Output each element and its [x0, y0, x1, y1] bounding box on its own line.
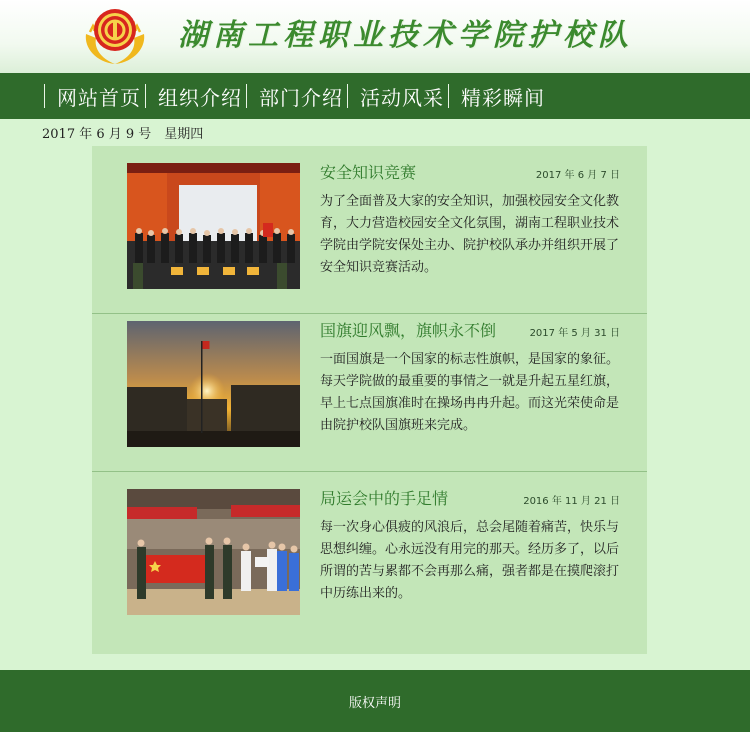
- current-date: 2017 年 6 月 9 号 星期四: [42, 127, 204, 142]
- article-title[interactable]: 国旗迎风飘，旗帜永不倒: [320, 321, 497, 340]
- article-card-sports-meet: [92, 472, 647, 640]
- article-card-safety-contest: [92, 146, 647, 314]
- nav-label[interactable]: 部门介绍: [259, 85, 343, 110]
- article-summary: 一面国旗是一个国家的标志性旗帜，是国家的象征。每天学院做的最重要的事情之一就是升起五星红旗，早上七点国旗准时在操场冉冉升起。而这光荣使命是由院护校队国旗班来完成。: [320, 352, 620, 433]
- school-emblem-icon[interactable]: [82, 4, 148, 68]
- nav-label[interactable]: 组织介绍: [158, 85, 242, 110]
- copyright-link[interactable]: 版权声明: [348, 695, 401, 711]
- article-list: [92, 146, 647, 654]
- nav-item-highlights[interactable]: [444, 73, 545, 119]
- nav-divider: [246, 84, 247, 108]
- nav-item-departments[interactable]: [242, 73, 343, 119]
- article-card-flag: [92, 304, 647, 472]
- article-summary: 每一次身心俱疲的风浪后，总会尾随着痛苦，快乐与思想纠缠。心永远没有用完的那天。经历多了，以后所谓的苦与累都不会再那么痛，强者都是在摸爬滚打中历练出来的。: [320, 520, 620, 601]
- article-date: 2017 年 6 月 7 日: [535, 170, 620, 181]
- article-title[interactable]: 局运会中的手足情: [320, 489, 449, 508]
- site-header: [0, 0, 750, 73]
- nav-label[interactable]: 活动风采: [360, 85, 444, 110]
- nav-divider: [347, 84, 348, 108]
- article-image-competition[interactable]: [127, 163, 300, 289]
- article-date: 2017 年 5 月 31 日: [529, 328, 620, 339]
- nav-item-home[interactable]: [40, 73, 141, 119]
- nav-divider: [448, 84, 449, 108]
- nav-item-activities[interactable]: [343, 73, 444, 119]
- nav-item-organization[interactable]: [141, 73, 242, 119]
- site-footer: [0, 670, 750, 732]
- site-title: 湖南工程职业技术学院护校队: [178, 18, 633, 53]
- nav-divider: [145, 84, 146, 108]
- nav-label[interactable]: 精彩瞬间: [461, 85, 545, 110]
- nav-label[interactable]: 网站首页: [57, 85, 141, 110]
- main-nav: [0, 73, 750, 119]
- nav-divider: [44, 84, 45, 108]
- article-image-sports-meet[interactable]: [127, 489, 300, 615]
- article-title[interactable]: 安全知识竞赛: [320, 163, 417, 182]
- article-summary: 为了全面普及大家的安全知识，加强校园安全文化教育，大力营造校园安全文化氛围，湖南工程职业技术学院由学院安保处主办、院护校队承办并组织开展了安全知识竞赛活动。: [320, 194, 620, 275]
- article-image-flag[interactable]: [127, 321, 300, 447]
- article-date: 2016 年 11 月 21 日: [523, 496, 620, 507]
